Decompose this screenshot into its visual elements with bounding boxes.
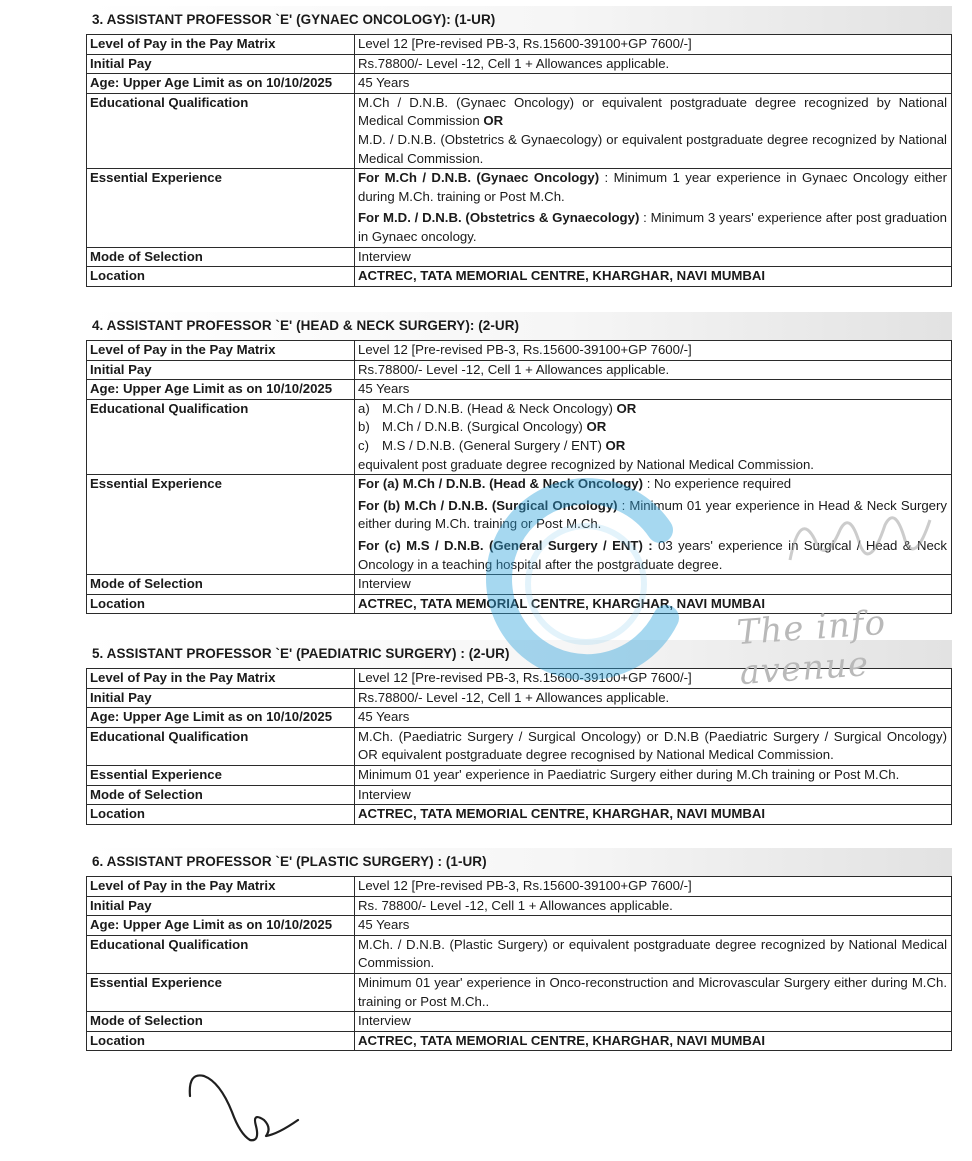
watermark-text: The info avenue xyxy=(735,602,888,694)
table-row: Essential Experience Minimum 01 year' experience in Paediatric Surgery either during M.Ch training or Post M.Ch. xyxy=(87,765,952,785)
table-row: Age: Upper Age Limit as on 10/10/2025 45 Years xyxy=(87,916,952,936)
experience-cell: For M.Ch / D.N.B. (Gynaec Oncology) : Minimum 1 year experience in Gynaec Oncology either during M.Ch. training or Post M.Ch. For M.D. / D.N.B. (Obstetrics & Gynaecology) : Minimum 3 years' experience after post graduation in Gynaec oncology. xyxy=(355,169,952,247)
table-row: Level of Pay in the Pay Matrix Level 12 [Pre-revised PB-3, Rs.15600-39100+GP 7600/-] xyxy=(87,35,952,55)
qualification-cell: a) M.Ch / D.N.B. (Head & Neck Oncology) OR b) M.Ch / D.N.B. (Surgical Oncology) OR c) M.S / D.N.B. (General Surgery / ENT) OR equivalent post graduate degree recognized by National Medical Commission. xyxy=(355,399,952,474)
table-row: Age: Upper Age Limit as on 10/10/2025 45 Years xyxy=(87,380,952,400)
table-row: Mode of Selection Interview xyxy=(87,575,952,595)
section-gynaec-oncology xyxy=(86,6,952,287)
qualification-cell: M.Ch / D.N.B. (Gynaec Oncology) or equivalent postgraduate degree recognized by National Medical Commission OR M.D. / D.N.B. (Obstetrics & Gynaecology) or equivalent postgraduate degree recognized by National Medical Commission. xyxy=(355,93,952,168)
table-row: Educational Qualification M.Ch / D.N.B. (Gynaec Oncology) or equivalent postgraduate degree recognized by National Medical Commission OR M.D. / D.N.B. (Obstetrics & Gynaecology) or equivalent postgraduate degree recognized by National Medical Commission. xyxy=(87,93,952,168)
table-row: Level of Pay in the Pay Matrix Level 12 [Pre-revised PB-3, Rs.15600-39100+GP 7600/-] xyxy=(87,341,952,361)
table-row: Level of Pay in the Pay Matrix Level 12 [Pre-revised PB-3, Rs.15600-39100+GP 7600/-] xyxy=(87,877,952,897)
table-row: Educational Qualification M.Ch. / D.N.B. (Plastic Surgery) or equivalent postgraduate degree recognized by National Medical Commission. xyxy=(87,935,952,973)
section-title: 5. ASSISTANT PROFESSOR `E' (PAEDIATRIC SURGERY) : (2-UR) xyxy=(86,640,952,668)
section-title: 6. ASSISTANT PROFESSOR `E' (PLASTIC SURGERY) : (1-UR) xyxy=(86,848,952,876)
table-row: Initial Pay Rs.78800/- Level -12, Cell 1 + Allowances applicable. xyxy=(87,688,952,708)
signature-icon xyxy=(180,1068,310,1146)
table-row: Age: Upper Age Limit as on 10/10/2025 45 Years xyxy=(87,74,952,94)
section-title: 4. ASSISTANT PROFESSOR `E' (HEAD & NECK SURGERY): (2-UR) xyxy=(86,312,952,340)
table-row: Mode of Selection Interview xyxy=(87,1012,952,1032)
table-row: Location ACTREC, TATA MEMORIAL CENTRE, KHARGHAR, NAVI MUMBAI xyxy=(87,1031,952,1051)
table-row: Educational Qualification a) M.Ch / D.N.B. (Head & Neck Oncology) OR b) M.Ch / D.N.B. (Surgical Oncology) OR c) M.S / D.N.B. (General Surgery / ENT) OR equivalent post graduate degree recognized by National Medical Commission. xyxy=(87,399,952,474)
details-table xyxy=(86,340,952,614)
table-row: Initial Pay Rs.78800/- Level -12, Cell 1 + Allowances applicable. xyxy=(87,54,952,74)
table-row: Initial Pay Rs.78800/- Level -12, Cell 1 + Allowances applicable. xyxy=(87,360,952,380)
section-paediatric-surgery xyxy=(86,640,952,825)
experience-cell: For (a) M.Ch / D.N.B. (Head & Neck Oncology) : No experience required For (b) M.Ch / D.N.B. (Surgical Oncology) : Minimum 01 year experience in Head & Neck Surgery either during M.Ch. training or Post M.Ch. For (c) M.S / D.N.B. (General Surgery / ENT) : 03 years' experience in Surgical / Head & Neck Oncology in a teaching hospital after the postgraduate degree. xyxy=(355,475,952,575)
table-row: Location ACTREC, TATA MEMORIAL CENTRE, KHARGHAR, NAVI MUMBAI xyxy=(87,805,952,825)
table-row: Age: Upper Age Limit as on 10/10/2025 45 Years xyxy=(87,708,952,728)
details-table xyxy=(86,876,952,1051)
table-row: Essential Experience Minimum 01 year' experience in Onco-reconstruction and Microvascular Surgery either during M.Ch. training or Post M.Ch.. xyxy=(87,973,952,1011)
details-table xyxy=(86,34,952,287)
table-row: Mode of Selection Interview xyxy=(87,247,952,267)
table-row: Level of Pay in the Pay Matrix Level 12 [Pre-revised PB-3, Rs.15600-39100+GP 7600/-] xyxy=(87,669,952,689)
details-table xyxy=(86,668,952,825)
table-row: Educational Qualification M.Ch. (Paediatric Surgery / Surgical Oncology) or D.N.B (Paediatric Surgery / Surgical Oncology) OR equivalent postgraduate degree recognised by National Medical Commission. xyxy=(87,727,952,765)
table-row: Location ACTREC, TATA MEMORIAL CENTRE, KHARGHAR, NAVI MUMBAI xyxy=(87,594,952,614)
table-row: Initial Pay Rs. 78800/- Level -12, Cell 1 + Allowances applicable. xyxy=(87,896,952,916)
table-row: Essential Experience For (a) M.Ch / D.N.B. (Head & Neck Oncology) : No experience required For (b) M.Ch / D.N.B. (Surgical Oncology) : Minimum 01 year experience in Head & Neck Surgery either during M.Ch. training or Post M.Ch. For (c) M.S / D.N.B. (General Surgery / ENT) : 03 years' experience in Surgical / Head & Neck Oncology in a teaching hospital after the postgraduate degree. xyxy=(87,475,952,575)
section-head-neck-surgery xyxy=(86,312,952,614)
table-row: Location ACTREC, TATA MEMORIAL CENTRE, KHARGHAR, NAVI MUMBAI xyxy=(87,267,952,287)
table-row: Mode of Selection Interview xyxy=(87,785,952,805)
table-row: Essential Experience For M.Ch / D.N.B. (Gynaec Oncology) : Minimum 1 year experience in Gynaec Oncology either during M.Ch. training or Post M.Ch. For M.D. / D.N.B. (Obstetrics & Gynaecology) : Minimum 3 years' experience after post graduation in Gynaec oncology. xyxy=(87,169,952,247)
section-title: 3. ASSISTANT PROFESSOR `E' (GYNAEC ONCOLOGY): (1-UR) xyxy=(86,6,952,34)
section-plastic-surgery xyxy=(86,848,952,1051)
